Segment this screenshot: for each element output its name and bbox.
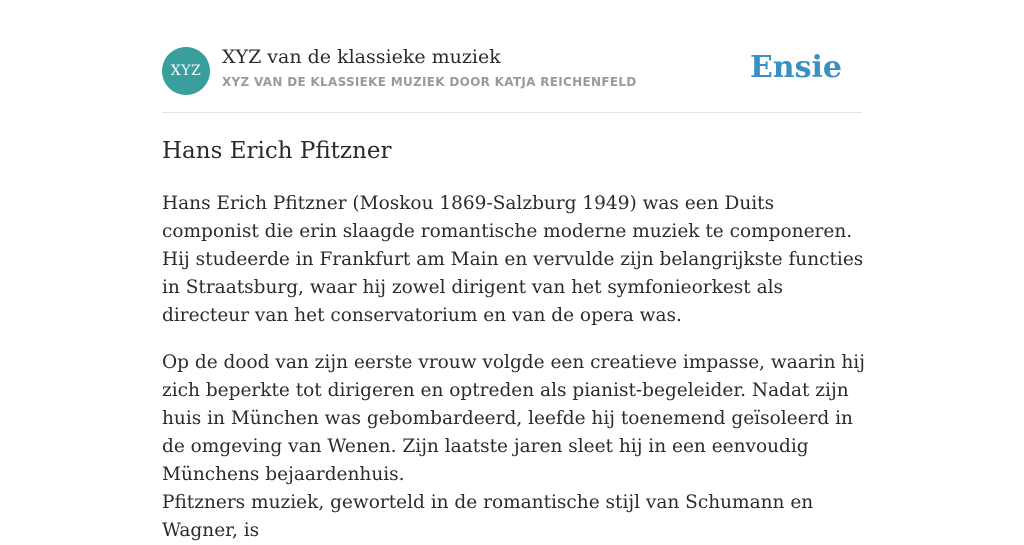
article-title: Hans Erich Pfitzner	[162, 138, 392, 164]
publication-header	[162, 0, 862, 113]
article-paragraph: Pfitzners muziek, geworteld in de romantische stijl van Schumann en Wagner, is	[162, 492, 814, 541]
page-container	[162, 0, 865, 541]
publication-logo[interactable]: XYZ	[162, 47, 210, 95]
article-paragraph: Op de dood van zijn eerste vrouw volgde een creatieve impasse, waarin hij zich beperkte tot dirigeren en optreden als pianist-begeleider. Nadat zijn huis in München was gebombardeerd, leefde hij toenemend geïsoleerd in de omgeving van Wenen. Zijn laatste jaren sleet hij in een eenvoudig Münchens bejaardenhuis.	[162, 352, 865, 485]
ensie-brand-logo[interactable]: Ensie	[749, 50, 842, 85]
publication-title[interactable]: XYZ van de klassieke muziek	[222, 46, 501, 68]
article-paragraph: Hans Erich Pfitzner (Moskou 1869-Salzburg 1949) was een Duits componist die erin slaagde romantische moderne muziek te componeren. Hij studeerde in Frankfurt am Main en vervulde zijn belangrijkste functies in Straatsburg, waar hij zowel dirigent van het symfonieorkest als directeur van het conservatorium en van de opera was.	[162, 193, 864, 326]
publication-subtitle: XYZ VAN DE KLASSIEKE MUZIEK DOOR KATJA REICHENFELD	[222, 75, 637, 89]
